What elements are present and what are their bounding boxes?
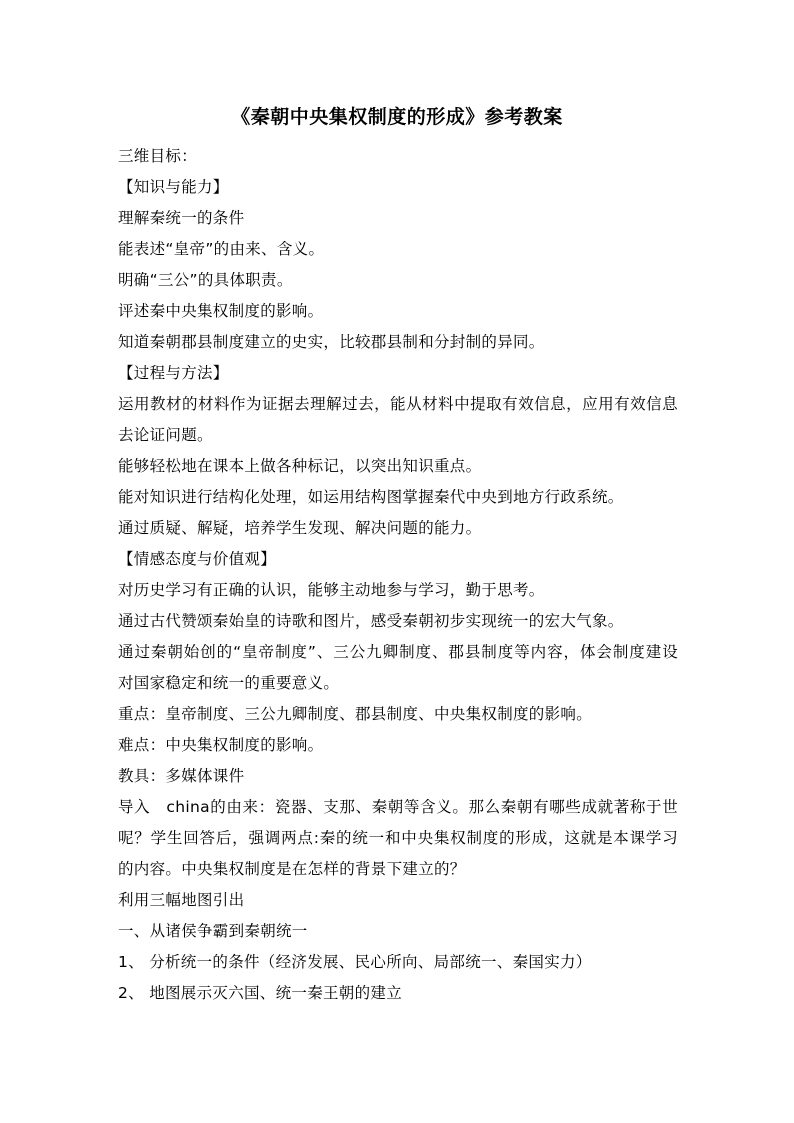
text-line: 对历史学习有正确的认识，能够主动地参与学习，勤于思考。 [118, 581, 545, 599]
text-line: 知道秦朝郡县制度建立的史实，比较郡县制和分封制的异同。 [118, 333, 545, 351]
text-line: 能对知识进行结构化处理，如运用结构图掌握秦代中央到地方行政系统。 [118, 488, 624, 506]
text-line: 评述秦中央集权制度的影响。 [118, 302, 324, 320]
text-line: 去论证问题。 [118, 426, 213, 444]
text-line: 能表述“皇帝”的由来、含义。 [118, 240, 325, 258]
text-line: 导入 china的由来：瓷器、支那、秦朝等含义。那么秦朝有哪些成就著称于世 [118, 798, 678, 816]
text-line: 对国家稳定和统一的重要意义。 [118, 674, 340, 692]
section-heading-unification: 一、从诸侯争霸到秦朝统一 [118, 922, 308, 940]
section-heading-objectives: 三维目标： [118, 147, 198, 165]
text-line: 通过古代赞颂秦始皇的诗歌和图片，感受秦朝初步实现统一的宏大气象。 [118, 612, 624, 630]
document-body [118, 141, 678, 1009]
subsection-heading-attitude: 【情感态度与价值观】 [118, 550, 277, 568]
text-line: 能够轻松地在课本上做各种标记，以突出知识重点。 [118, 457, 482, 475]
subsection-heading-process: 【过程与方法】 [118, 364, 229, 382]
text-line: 运用教材的材料作为证据去理解过去，能从材料中提取有效信息，应用有效信息 [118, 395, 678, 413]
difficult-points-line: 难点：中央集权制度的影响。 [118, 736, 324, 754]
text-line: 明确“三公”的具体职责。 [118, 271, 293, 289]
list-item: 2、 地图展示灭六国、统一秦王朝的建立 [118, 984, 402, 1002]
text-line: 理解秦统一的条件 [118, 209, 245, 227]
text-line: 呢？学生回答后，强调两点:秦的统一和中央集权制度的形成，这就是本课学习 [118, 829, 678, 847]
text-line: 通过质疑、解疑，培养学生发现、解决问题的能力。 [118, 519, 482, 537]
text-line: 利用三幅地图引出 [118, 891, 245, 909]
teaching-aids-line: 教具：多媒体课件 [118, 767, 245, 785]
text-line: 的内容。中央集权制度是在怎样的背景下建立的？ [118, 860, 466, 878]
document-title: 《秦朝中央集权制度的形成》参考教案 [231, 106, 563, 128]
text-line: 通过秦朝始创的“皇帝制度”、三公九卿制度、郡县制度等内容，体会制度建设 [118, 643, 678, 661]
subsection-heading-knowledge: 【知识与能力】 [118, 178, 229, 196]
list-item: 1、 分析统一的条件（经济发展、民心所向、局部统一、秦国实力） [118, 953, 592, 971]
key-points-line: 重点：皇帝制度、三公九卿制度、郡县制度、中央集权制度的影响。 [118, 705, 593, 723]
